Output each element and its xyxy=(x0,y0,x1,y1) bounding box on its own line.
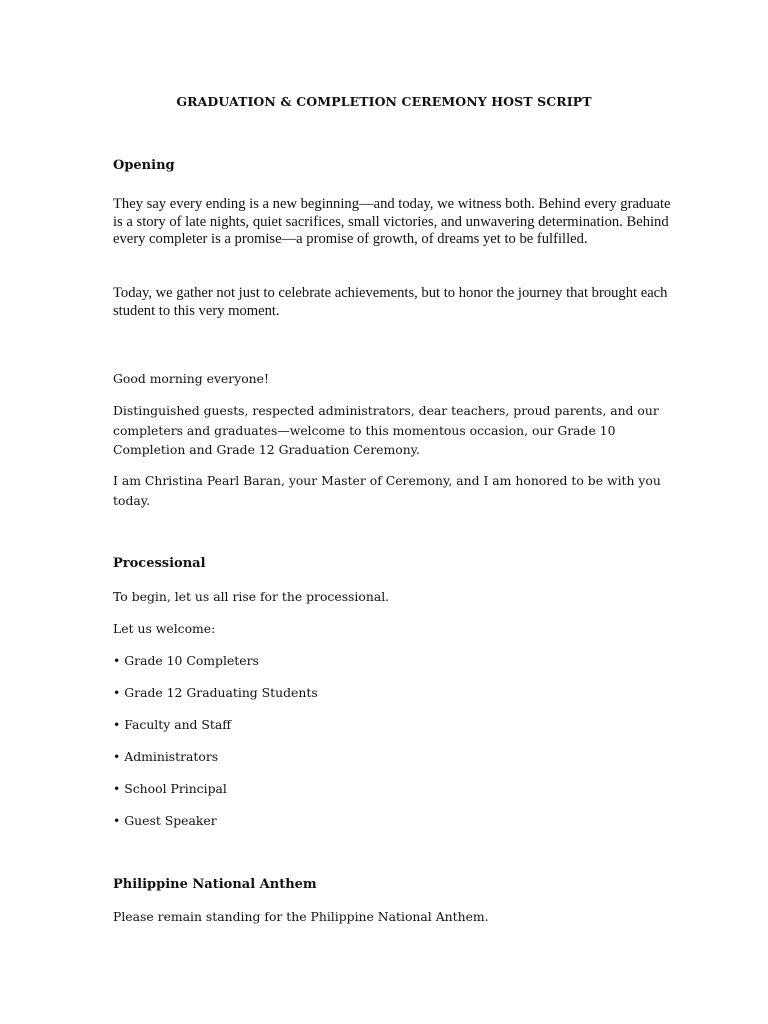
list-item: • School Principal xyxy=(113,779,673,799)
processional-instruction: To begin, let us all rise for the processional. xyxy=(113,589,390,604)
section-heading-opening: Opening xyxy=(113,158,175,173)
salutation-paragraph: Distinguished guests, respected administrators, dear teachers, proud parents, and our completers and graduates—welcome to this momentous occasion, our Grade 10 Completion and Grade 12 Graduation Ceremony. xyxy=(113,403,659,457)
list-item: • Grade 10 Completers xyxy=(113,651,673,671)
section-heading-anthem: Philippine National Anthem xyxy=(113,877,317,892)
document-title: GRADUATION & COMPLETION CEREMONY HOST SCRIPT xyxy=(176,94,592,109)
list-item: • Grade 12 Graduating Students xyxy=(113,683,673,703)
opening-paragraph-1: They say every ending is a new beginning—and today, we witness both. Behind every graduate is a story of late nights, quiet sacrifices, small victories, and unwavering determination. Behind every completer is a promise—a promise of growth, of dreams yet to be fulfilled. xyxy=(113,196,671,248)
processional-lead-in: Let us welcome: xyxy=(113,621,216,636)
section-heading-processional: Processional xyxy=(113,556,206,571)
list-item: • Administrators xyxy=(113,747,673,767)
list-item: • Faculty and Staff xyxy=(113,715,673,735)
greeting-text: Good morning everyone! xyxy=(113,371,269,386)
anthem-instruction: Please remain standing for the Philippine National Anthem. xyxy=(113,909,489,924)
opening-paragraph-2: Today, we gather not just to celebrate achievements, but to honor the journey that brought each student to this very moment. xyxy=(113,285,668,319)
list-item: • Guest Speaker xyxy=(113,811,673,831)
host-introduction-paragraph: I am Christina Pearl Baran, your Master of Ceremony, and I am honored to be with you today. xyxy=(113,473,661,508)
